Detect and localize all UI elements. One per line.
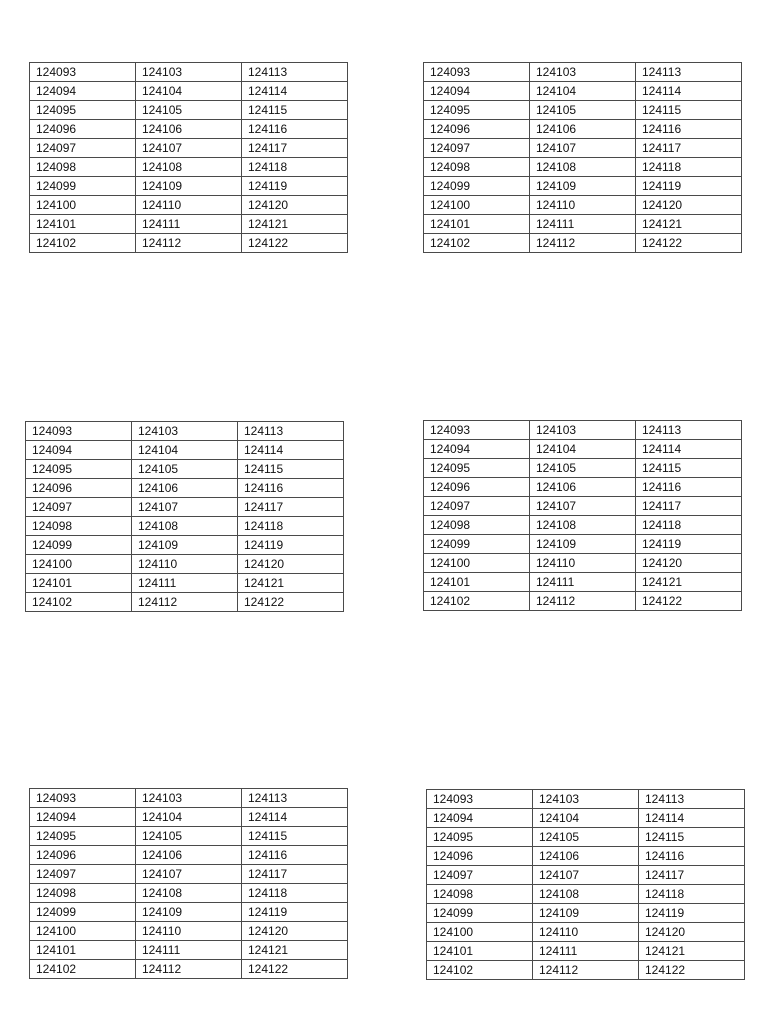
table-row [427,790,745,809]
table-cell: 124096 [30,846,136,865]
table-cell: 124111 [136,941,242,960]
table-cell: 124094 [26,441,132,460]
table-cell: 124097 [427,866,533,885]
table-cell: 124093 [26,422,132,441]
table-cell: 124107 [530,139,636,158]
table-cell: 124100 [30,196,136,215]
table-cell: 124094 [424,440,530,459]
table-row [424,478,742,497]
table-cell: 124106 [136,120,242,139]
table-cell: 124104 [533,809,639,828]
table-cell: 124119 [238,536,344,555]
table-cell: 124108 [533,885,639,904]
table-row [427,904,745,923]
table-cell: 124099 [26,536,132,555]
table-cell: 124121 [242,941,348,960]
table-row [424,421,742,440]
table-cell: 124115 [242,827,348,846]
table-cell: 124094 [30,82,136,101]
table-cell: 124121 [238,574,344,593]
table-row [424,120,742,139]
table-cell: 124117 [636,139,742,158]
table-row [424,440,742,459]
table-cell: 124115 [636,101,742,120]
table-row [30,846,348,865]
table-cell: 124115 [636,459,742,478]
table-row [26,517,344,536]
table-row [424,573,742,592]
table-cell: 124097 [26,498,132,517]
table-cell: 124121 [636,573,742,592]
table-cell: 124101 [424,573,530,592]
table-cell: 124096 [424,478,530,497]
table-cell: 124114 [242,82,348,101]
table-cell: 124107 [136,139,242,158]
table-cell: 124113 [242,789,348,808]
table-cell: 124116 [636,478,742,497]
number-table-bottom-right [426,789,745,980]
table-row [26,460,344,479]
table-row [26,422,344,441]
table-cell: 124108 [132,517,238,536]
table-cell: 124116 [238,479,344,498]
table-row [424,459,742,478]
table-cell: 124104 [132,441,238,460]
table-cell: 124102 [427,961,533,980]
table-cell: 124105 [530,101,636,120]
table-cell: 124120 [636,554,742,573]
table-cell: 124104 [530,82,636,101]
table-cell: 124095 [30,101,136,120]
table-row [30,196,348,215]
table-cell: 124095 [424,459,530,478]
table-row [30,827,348,846]
table-row [30,789,348,808]
table-row [424,158,742,177]
table-cell: 124097 [424,497,530,516]
number-table-top-right [423,62,742,253]
table-cell: 124097 [424,139,530,158]
table-cell: 124118 [238,517,344,536]
table-row [30,63,348,82]
table-cell: 124097 [30,139,136,158]
table-cell: 124112 [136,960,242,979]
table-cell: 124094 [424,82,530,101]
table-row [427,828,745,847]
table-cell: 124095 [30,827,136,846]
table-row [30,234,348,253]
table-cell: 124105 [533,828,639,847]
table-row [424,234,742,253]
table-cell: 124093 [424,63,530,82]
table-cell: 124103 [533,790,639,809]
table-cell: 124107 [533,866,639,885]
table-cell: 124108 [530,158,636,177]
table-cell: 124116 [242,846,348,865]
table-cell: 124103 [530,421,636,440]
table-cell: 124102 [424,234,530,253]
table-row [30,960,348,979]
table-cell: 124105 [136,827,242,846]
table-cell: 124100 [26,555,132,574]
table-row [30,139,348,158]
table-cell: 124099 [427,904,533,923]
table-row [30,120,348,139]
table-cell: 124097 [30,865,136,884]
table-cell: 124119 [242,903,348,922]
number-table-middle-right [423,420,742,611]
table-cell: 124101 [424,215,530,234]
table-cell: 124122 [636,592,742,611]
table-cell: 124114 [242,808,348,827]
number-table-top-left [29,62,348,253]
table-cell: 124106 [132,479,238,498]
table-cell: 124119 [242,177,348,196]
table-cell: 124095 [26,460,132,479]
table-row [26,555,344,574]
table-row [30,865,348,884]
table-cell: 124098 [26,517,132,536]
table-cell: 124117 [639,866,745,885]
table-row [427,847,745,866]
table-cell: 124118 [639,885,745,904]
table-cell: 124111 [530,215,636,234]
table-cell: 124105 [132,460,238,479]
table-cell: 124101 [427,942,533,961]
table-cell: 124096 [30,120,136,139]
table-cell: 124121 [639,942,745,961]
table-cell: 124103 [132,422,238,441]
table-cell: 124098 [30,884,136,903]
table-cell: 124103 [136,63,242,82]
table-row [30,177,348,196]
table-row [30,82,348,101]
table-cell: 124106 [533,847,639,866]
table-cell: 124111 [530,573,636,592]
table-row [26,536,344,555]
table-cell: 124113 [639,790,745,809]
table-row [26,441,344,460]
table-cell: 124119 [636,535,742,554]
table-row [424,139,742,158]
table-row [26,574,344,593]
table-cell: 124114 [636,440,742,459]
table-cell: 124115 [238,460,344,479]
table-cell: 124109 [132,536,238,555]
table-cell: 124121 [242,215,348,234]
table-cell: 124120 [639,923,745,942]
table-cell: 124122 [238,593,344,612]
table-cell: 124117 [636,497,742,516]
table-cell: 124102 [424,592,530,611]
table-row [427,923,745,942]
table-row [424,196,742,215]
table-row [30,941,348,960]
table-cell: 124102 [30,960,136,979]
table-cell: 124110 [132,555,238,574]
table-cell: 124100 [30,922,136,941]
table-cell: 124119 [636,177,742,196]
table-cell: 124096 [424,120,530,139]
table-cell: 124120 [636,196,742,215]
table-cell: 124106 [530,478,636,497]
table-cell: 124098 [424,516,530,535]
table-cell: 124099 [424,535,530,554]
table-cell: 124111 [136,215,242,234]
table-cell: 124102 [30,234,136,253]
table-cell: 124120 [238,555,344,574]
table-row [424,592,742,611]
table-row [30,884,348,903]
table-cell: 124104 [530,440,636,459]
table-cell: 124108 [136,884,242,903]
table-cell: 124102 [26,593,132,612]
table-cell: 124104 [136,808,242,827]
table-cell: 124101 [26,574,132,593]
table-cell: 124106 [136,846,242,865]
table-cell: 124109 [530,535,636,554]
table-cell: 124116 [636,120,742,139]
table-cell: 124099 [424,177,530,196]
table-cell: 124094 [30,808,136,827]
table-row [30,215,348,234]
table-cell: 124119 [639,904,745,923]
table-cell: 124101 [30,941,136,960]
table-cell: 124107 [136,865,242,884]
table-cell: 124122 [242,960,348,979]
table-row [30,158,348,177]
table-cell: 124093 [30,789,136,808]
table-cell: 124113 [242,63,348,82]
table-row [427,866,745,885]
table-cell: 124120 [242,922,348,941]
table-cell: 124111 [132,574,238,593]
table-cell: 124112 [530,234,636,253]
table-cell: 124098 [30,158,136,177]
table-cell: 124106 [530,120,636,139]
table-cell: 124103 [530,63,636,82]
table-row [424,554,742,573]
table-cell: 124110 [136,196,242,215]
table-cell: 124095 [424,101,530,120]
table-cell: 124114 [639,809,745,828]
number-table-middle-left [25,421,344,612]
table-cell: 124115 [639,828,745,847]
table-cell: 124122 [639,961,745,980]
table-cell: 124109 [533,904,639,923]
table-row [424,63,742,82]
table-cell: 124099 [30,903,136,922]
table-cell: 124096 [26,479,132,498]
table-cell: 124112 [530,592,636,611]
table-cell: 124093 [427,790,533,809]
table-cell: 124110 [533,923,639,942]
table-cell: 124116 [242,120,348,139]
table-cell: 124116 [639,847,745,866]
table-row [427,809,745,828]
table-cell: 124117 [238,498,344,517]
table-cell: 124120 [242,196,348,215]
table-cell: 124109 [136,903,242,922]
table-cell: 124118 [242,884,348,903]
table-cell: 124101 [30,215,136,234]
table-row [30,922,348,941]
table-row [424,177,742,196]
table-cell: 124113 [238,422,344,441]
table-cell: 124098 [427,885,533,904]
table-row [424,497,742,516]
table-cell: 124109 [530,177,636,196]
table-cell: 124111 [533,942,639,961]
table-row [427,961,745,980]
table-cell: 124095 [427,828,533,847]
table-cell: 124093 [424,421,530,440]
table-cell: 124098 [424,158,530,177]
table-cell: 124104 [136,82,242,101]
table-cell: 124100 [424,554,530,573]
table-cell: 124110 [136,922,242,941]
table-cell: 124121 [636,215,742,234]
table-cell: 124113 [636,421,742,440]
table-cell: 124118 [636,516,742,535]
table-row [30,101,348,120]
table-row [427,885,745,904]
table-cell: 124100 [424,196,530,215]
table-cell: 124117 [242,139,348,158]
table-cell: 124108 [136,158,242,177]
table-cell: 124112 [132,593,238,612]
table-cell: 124103 [136,789,242,808]
table-cell: 124105 [136,101,242,120]
table-row [427,942,745,961]
table-cell: 124114 [636,82,742,101]
table-cell: 124114 [238,441,344,460]
table-cell: 124117 [242,865,348,884]
table-cell: 124107 [530,497,636,516]
table-cell: 124110 [530,554,636,573]
table-row [26,498,344,517]
table-cell: 124108 [530,516,636,535]
table-cell: 124107 [132,498,238,517]
table-row [30,903,348,922]
table-row [424,215,742,234]
table-row [26,593,344,612]
table-cell: 124122 [242,234,348,253]
table-row [26,479,344,498]
table-row [30,808,348,827]
table-cell: 124100 [427,923,533,942]
table-cell: 124113 [636,63,742,82]
table-cell: 124112 [136,234,242,253]
table-cell: 124122 [636,234,742,253]
table-cell: 124096 [427,847,533,866]
table-row [424,101,742,120]
table-cell: 124118 [242,158,348,177]
table-cell: 124105 [530,459,636,478]
table-row [424,535,742,554]
table-cell: 124093 [30,63,136,82]
table-cell: 124099 [30,177,136,196]
table-row [424,82,742,101]
table-cell: 124110 [530,196,636,215]
table-cell: 124094 [427,809,533,828]
table-row [424,516,742,535]
table-cell: 124118 [636,158,742,177]
number-table-bottom-left [29,788,348,979]
table-cell: 124115 [242,101,348,120]
table-cell: 124112 [533,961,639,980]
table-cell: 124109 [136,177,242,196]
